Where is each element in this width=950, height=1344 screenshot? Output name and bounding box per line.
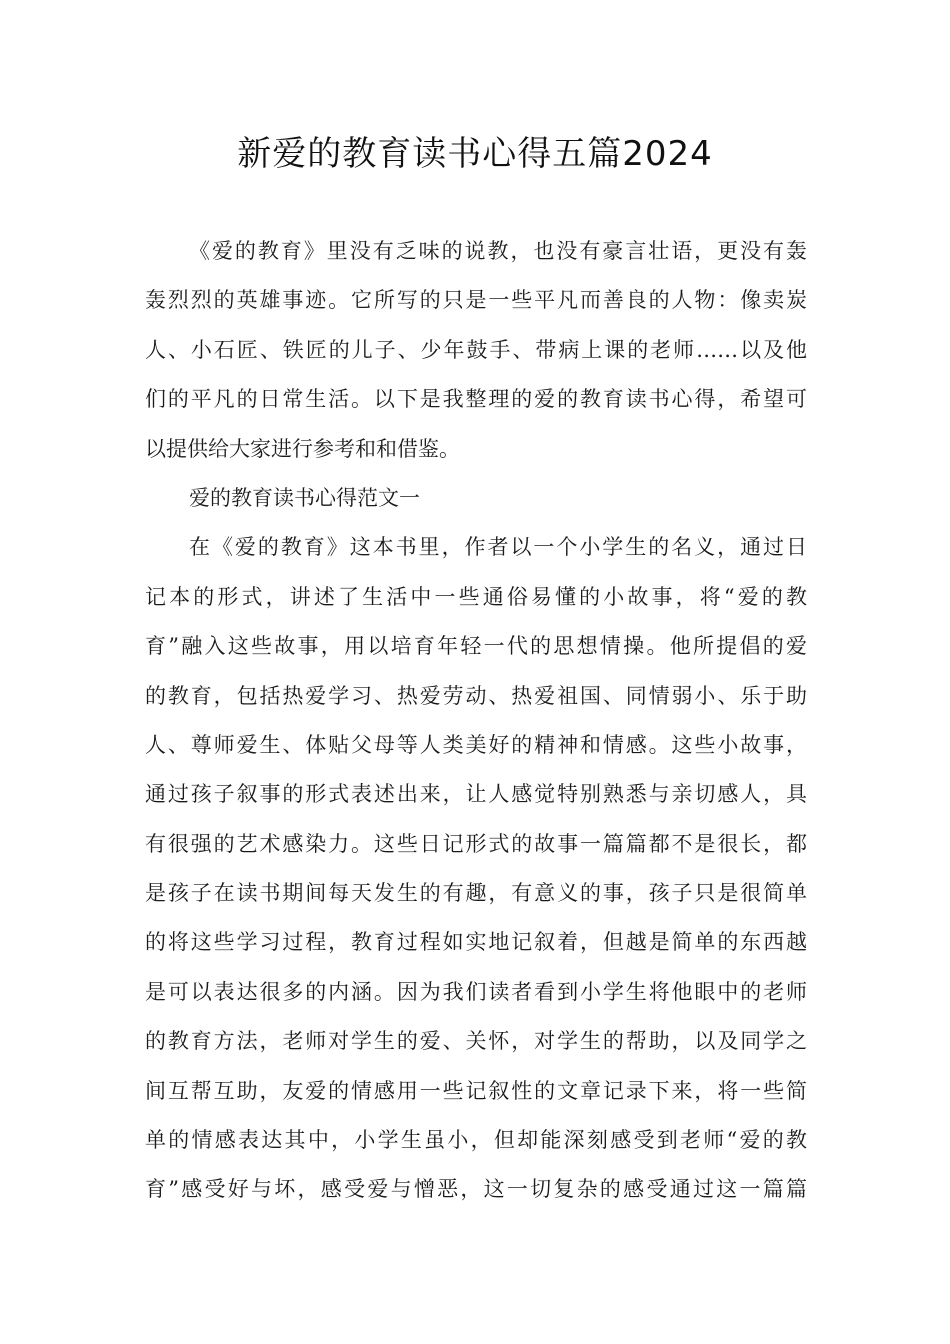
section-heading: 爱的教育读书心得范文一 — [189, 485, 420, 510]
intro-line: 人、小石匠、铁匠的儿子、少年鼓手、带病上课的老师……以及他 — [145, 337, 807, 362]
essay-line: 在《爱的教育》这本书里，作者以一个小学生的名义，通过日 — [189, 535, 807, 560]
essay-line: 育”融入这些故事，用以培育年轻一代的思想情操。他所提倡的爱 — [145, 634, 807, 659]
intro-line: 《爱的教育》里没有乏味的说教，也没有豪言壮语，更没有轰 — [189, 239, 807, 263]
essay-line: 的将这些学习过程，教育过程如实地记叙着，但越是简单的东西越 — [145, 930, 807, 955]
essay-line: 是孩子在读书期间每天发生的有趣，有意义的事，孩子只是很简单 — [145, 881, 807, 906]
intro-line: 轰烈烈的英雄事迹。它所写的只是一些平凡而善良的人物：像卖炭 — [145, 288, 807, 313]
intro-line: 们的平凡的日常生活。以下是我整理的爱的教育读书心得，希望可 — [145, 387, 807, 412]
essay-line: 通过孩子叙事的形式表述出来，让人感觉特别熟悉与亲切感人，具 — [145, 782, 807, 807]
essay-line: 间互帮互助，友爱的情感用一些记叙性的文章记录下来，将一些简 — [145, 1078, 807, 1103]
essay-line: 育”感受好与坏，感受爱与憎恶，这一切复杂的感受通过这一篇篇 — [145, 1177, 807, 1202]
essay-line: 人、尊师爱生、体贴父母等人类美好的精神和情感。这些小故事， — [145, 732, 807, 757]
intro-line: 以提供给大家进行参考和和借鉴。 — [145, 436, 460, 461]
essay-line: 的教育，包括热爱学习、热爱劳动、热爱祖国、同情弱小、乐于助 — [145, 683, 807, 708]
document-body — [145, 227, 807, 1215]
essay-line: 单的情感表达其中，小学生虽小，但却能深刻感受到老师“爱的教 — [145, 1128, 807, 1153]
document-title: 新爱的教育读书心得五篇2024 — [237, 134, 713, 174]
essay-line: 有很强的艺术感染力。这些日记形式的故事一篇篇都不是很长，都 — [145, 831, 807, 856]
essay-line: 记本的形式，讲述了生活中一些通俗易懂的小故事，将“爱的教 — [145, 584, 807, 609]
essay-line: 的教育方法，老师对学生的爱、关怀，对学生的帮助，以及同学之 — [145, 1029, 807, 1054]
essay-line: 是可以表达很多的内涵。因为我们读者看到小学生将他眼中的老师 — [145, 979, 807, 1004]
